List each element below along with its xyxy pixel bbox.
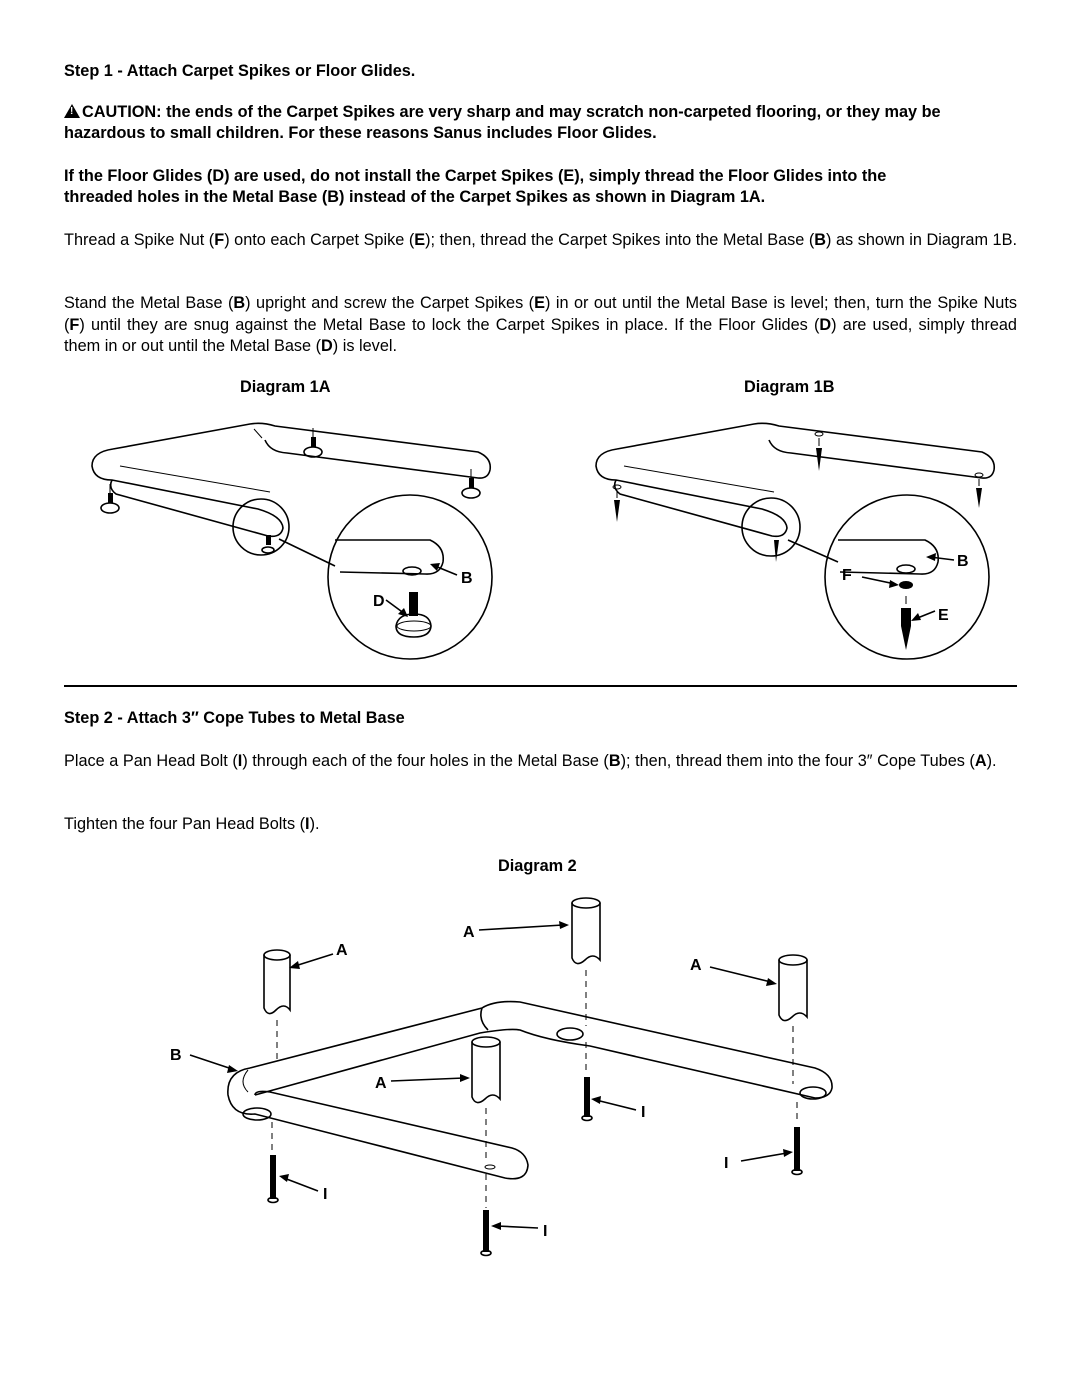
diagram-2-cope-tube-back [572, 898, 600, 964]
diagram-2-metal-base-back [250, 1002, 832, 1098]
diagram-2-label-a-front: A [375, 1075, 387, 1092]
step1-paragraph-2: Stand the Metal Base (B) upright and screw the Carpet Spikes (E) in or out until the Metal Base is level; then, turn the Spike Nuts (F) until they are snug against the Metal Base to lock the Carpet Spikes in place. If the Floor Glides (D) are used, simply thread them in or out until the Metal Base (D) is level. [64, 294, 1017, 355]
diagram-1b-label-e: E [938, 607, 949, 624]
glides-line-2: threaded holes in the Metal Base (B) instead of the Carpet Spikes as shown in Diagram 1A. [64, 188, 766, 206]
diagram-2-bolt-back [582, 1077, 592, 1121]
diagram-2-label-b: B [170, 1047, 182, 1064]
diagram-2-label-a-right: A [690, 957, 702, 974]
step1-heading: Step 1 - Attach Carpet Spikes or Floor Glides. [64, 62, 416, 80]
diagram-1b-label-b: B [957, 553, 969, 570]
diagram-1a-label-b: B [461, 570, 473, 587]
step1-paragraph-1: Thread a Spike Nut (F) onto each Carpet Spike (E); then, thread the Carpet Spikes into the Metal Base (B) as shown in Diagram 1B. [64, 231, 1017, 249]
diagram-2-label-i-back: I [641, 1104, 646, 1121]
step2-heading: Step 2 - Attach 3″ Cope Tubes to Metal Base [64, 709, 405, 727]
diagram-2-cope-tube-right [779, 955, 807, 1021]
diagram-2-label-i-left: I [323, 1186, 328, 1203]
diagram-2-caption: Diagram 2 [498, 857, 577, 875]
step2-paragraph-1: Place a Pan Head Bolt (I) through each of the four holes in the Metal Base (B); then, thread them into the four 3″ Cope Tubes (A). [64, 752, 997, 770]
diagram-2-label-a-left: A [336, 942, 348, 959]
diagram-2-label-a-back: A [463, 924, 475, 941]
diagram-1b-label-f: F [842, 567, 852, 584]
step2-paragraph-2: Tighten the four Pan Head Bolts (I). [64, 815, 320, 833]
diagram-1b-caption: Diagram 1B [744, 378, 835, 396]
diagram-2-bolt-left [268, 1155, 278, 1203]
diagram-1a-caption: Diagram 1A [240, 378, 331, 396]
diagram-2-bolt-right [792, 1127, 802, 1175]
diagram-2-label-i-front: I [543, 1223, 548, 1240]
glides-line-1: If the Floor Glides (D) are used, do not install the Carpet Spikes (E), simply thread the Floor Glides into the [64, 167, 887, 185]
diagram-2-label-i-right: I [724, 1155, 729, 1172]
diagram-2-cope-tube-front [472, 1037, 500, 1103]
diagram-1a-label-d: D [373, 593, 385, 610]
caution-line-2: hazardous to small children. For these reasons Sanus includes Floor Glides. [64, 124, 657, 142]
diagram-2-cope-tube-left [264, 950, 290, 1014]
caution-text-1: CAUTION: the ends of the Carpet Spikes are very sharp and may scratch non-carpeted flooring, or they may be [82, 103, 941, 121]
diagram-2-bolt-front [481, 1210, 491, 1256]
